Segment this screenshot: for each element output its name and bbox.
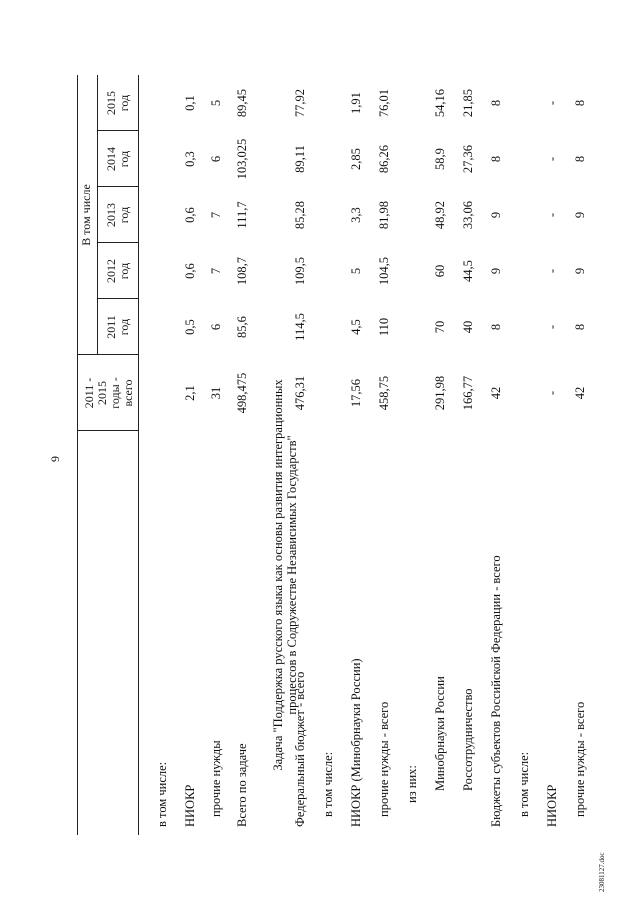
budget-table — [75, 75, 587, 835]
value-cell: 8 — [489, 99, 503, 107]
value-cell: 17,56 — [349, 378, 363, 408]
value-cell: 291,98 — [433, 375, 447, 411]
value-cell: 9 — [489, 211, 503, 219]
value-cell: 110 — [377, 317, 391, 337]
value-cell: 85,6 — [235, 316, 249, 338]
row-label: Бюджеты субъектов Российской Федерации - всего — [489, 555, 503, 827]
value-cell: 476,31 — [293, 375, 307, 411]
row-label: прочие нужды — [209, 740, 223, 817]
task-title-line: процессов в Содружестве Независимых Государств" — [285, 435, 299, 715]
value-cell: 40 — [461, 320, 475, 334]
group-rule — [97, 75, 98, 355]
year-header-line: 2011 — [104, 315, 118, 339]
year-header-line: 2012 — [104, 259, 118, 283]
row-label: прочие нужды - всего — [377, 701, 391, 817]
value-cell: 85,28 — [293, 200, 307, 230]
value-cell: 7 — [209, 267, 223, 275]
table-top-rule — [77, 75, 78, 835]
value-cell: 0,1 — [183, 95, 197, 111]
value-cell: 31 — [209, 386, 223, 400]
value-cell: - — [545, 268, 559, 274]
value-cell: 89,45 — [235, 88, 249, 118]
value-cell: 3,3 — [349, 207, 363, 223]
value-cell: 4,5 — [349, 319, 363, 335]
value-cell: 0,6 — [183, 263, 197, 279]
row-label: Минобрнауки России — [433, 676, 447, 791]
year-header-line: 2014 — [104, 147, 118, 171]
value-cell: - — [545, 156, 559, 162]
value-cell: 9 — [573, 211, 587, 219]
header-line: годы - — [108, 377, 122, 409]
value-cell: 108,7 — [235, 256, 249, 286]
value-cell: 8 — [489, 323, 503, 331]
value-cell: 81,98 — [377, 200, 391, 230]
header-line: всего — [121, 379, 135, 407]
value-cell: 27,36 — [461, 144, 475, 174]
year-header-line: год — [117, 150, 131, 168]
value-cell: 8 — [573, 323, 587, 331]
value-cell: 8 — [573, 99, 587, 107]
row-label: Федеральный бюджет - всего — [293, 671, 307, 827]
value-cell: - — [545, 390, 559, 396]
value-cell: - — [545, 324, 559, 330]
year-header-line: год — [117, 318, 131, 336]
document-id: 23081127.doc — [598, 852, 606, 892]
value-cell: 0,3 — [183, 151, 197, 167]
value-cell: 42 — [573, 386, 587, 400]
value-cell: 104,5 — [377, 256, 391, 286]
year-column-header — [105, 187, 131, 243]
value-cell: 6 — [209, 323, 223, 331]
value-cell: 42 — [489, 386, 503, 400]
row-label: в том числе: — [321, 751, 335, 817]
row-label: НИОКР (Минобрнауки России) — [349, 658, 363, 827]
value-cell: 33,06 — [461, 200, 475, 230]
value-cell: 54,16 — [433, 88, 447, 118]
group-header: В том числе — [79, 184, 93, 246]
row-label: Всего по задаче — [235, 743, 249, 827]
year-header-line: год — [117, 206, 131, 224]
value-cell: 103,025 — [235, 138, 249, 180]
year-column-header — [105, 131, 131, 187]
value-cell: 111,7 — [235, 201, 249, 229]
value-cell: 6 — [209, 155, 223, 163]
value-cell: - — [545, 212, 559, 218]
row-label: из них: — [405, 765, 419, 803]
year-header-line: год — [117, 94, 131, 112]
page-number: 9 — [48, 456, 62, 462]
row-label: Россотрудничество — [461, 688, 475, 791]
value-cell: 166,77 — [461, 375, 475, 411]
value-cell: 2,85 — [349, 148, 363, 170]
header-line: 2015 — [95, 381, 109, 405]
value-cell: 76,01 — [377, 88, 391, 118]
year-header-line: 2015 — [104, 91, 118, 115]
year-column-header — [105, 299, 131, 355]
value-cell: 48,92 — [433, 200, 447, 230]
value-cell: 0,6 — [183, 207, 197, 223]
value-cell: 498,475 — [235, 372, 249, 414]
value-cell: 60 — [433, 264, 447, 278]
value-cell: 109,5 — [293, 256, 307, 286]
header-line: 2011 - — [82, 377, 96, 409]
table-header-rule — [138, 75, 139, 835]
value-cell: 2,1 — [183, 385, 197, 401]
value-cell: 1,91 — [349, 92, 363, 114]
total-column-header — [83, 355, 135, 431]
value-cell: 44,5 — [461, 260, 475, 282]
value-cell: 5 — [209, 99, 223, 107]
year-header-line: год — [117, 262, 131, 280]
value-cell: 5 — [349, 267, 363, 275]
row-label: в том числе: — [155, 761, 169, 827]
value-cell: 9 — [573, 267, 587, 275]
value-cell: 8 — [489, 155, 503, 163]
row-label: НИОКР — [183, 784, 197, 827]
value-cell: 89,11 — [293, 145, 307, 173]
year-column-header — [105, 243, 131, 299]
row-label: в том числе: — [517, 751, 531, 817]
value-cell: 0,5 — [183, 319, 197, 335]
value-cell: 8 — [573, 155, 587, 163]
year-column-header — [105, 75, 131, 131]
value-cell: 458,75 — [377, 375, 391, 411]
row-label: НИОКР — [545, 784, 559, 827]
value-cell: 7 — [209, 211, 223, 219]
year-header-line: 2013 — [104, 203, 118, 227]
value-cell: - — [545, 100, 559, 106]
row-label: прочие нужды - всего — [573, 701, 587, 817]
value-cell: 9 — [489, 267, 503, 275]
value-cell: 77,92 — [293, 88, 307, 118]
value-cell: 21,85 — [461, 88, 475, 118]
value-cell: 86,26 — [377, 144, 391, 174]
value-cell: 70 — [433, 320, 447, 334]
value-cell: 58,9 — [433, 148, 447, 170]
task-title-line: Задача "Поддержка русского языка как основы развития интеграционных — [271, 379, 285, 771]
value-cell: 114,5 — [293, 313, 307, 341]
